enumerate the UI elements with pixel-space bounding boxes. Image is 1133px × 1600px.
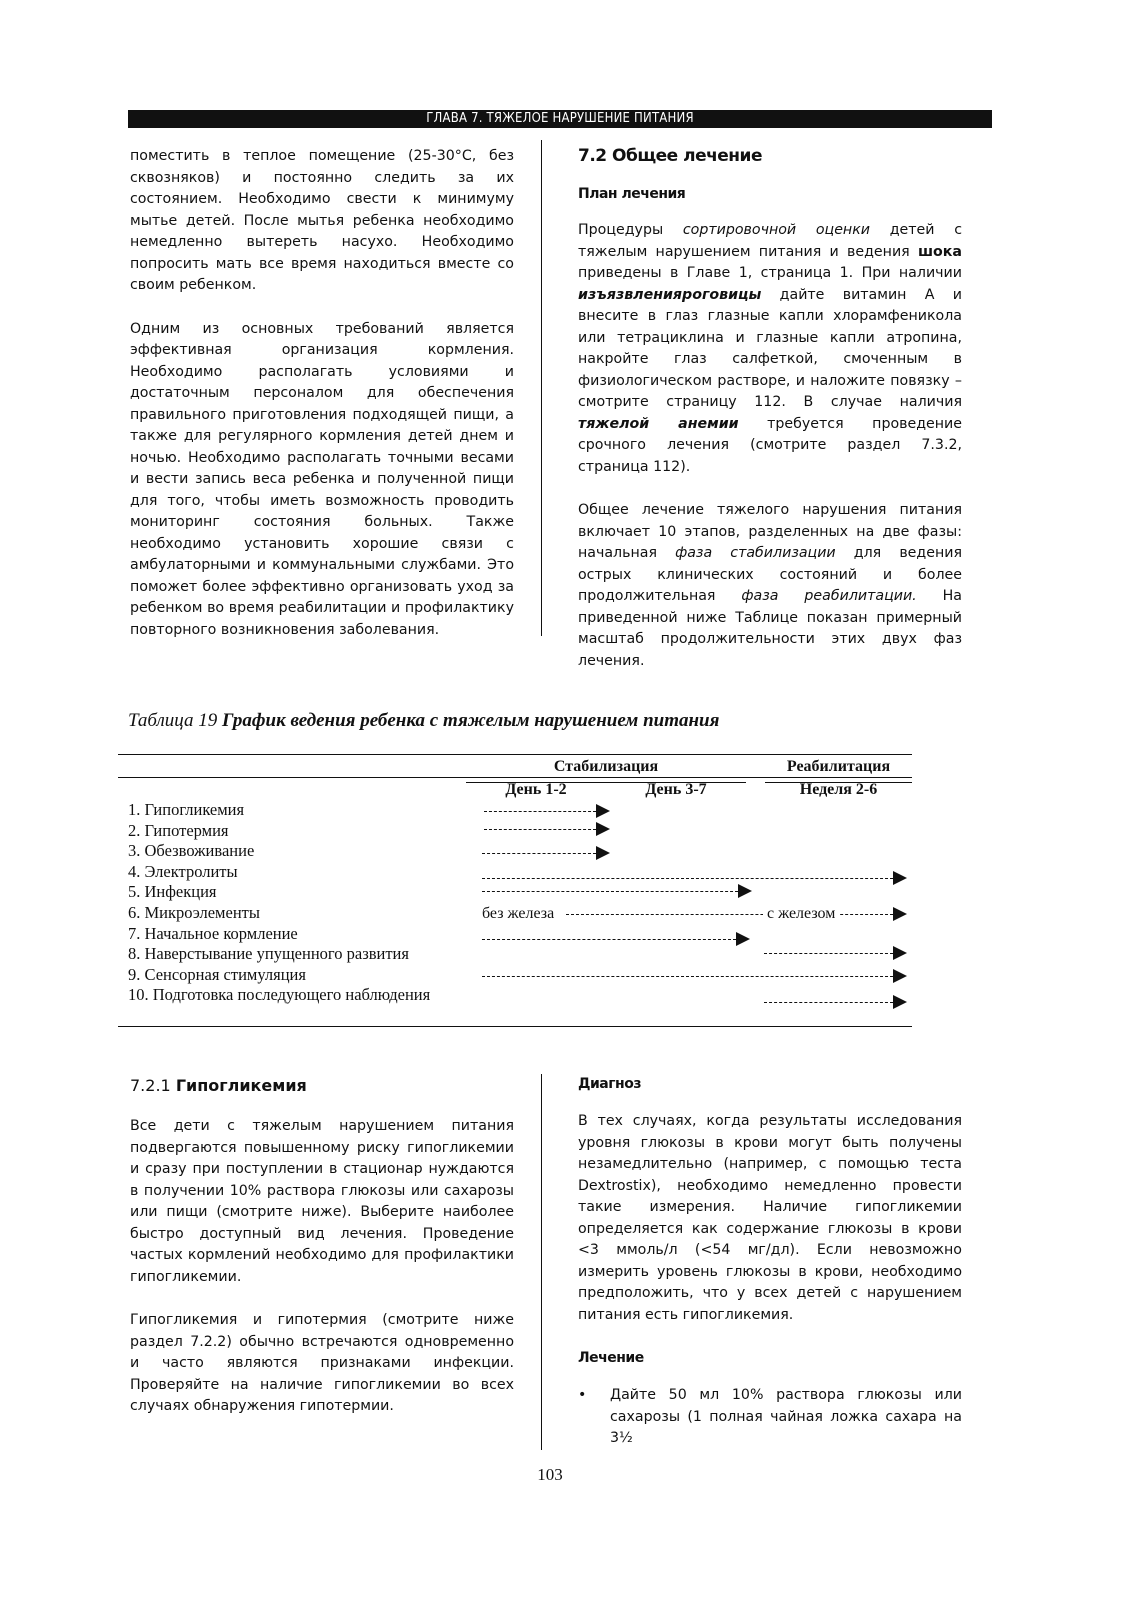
list-item-text: Дайте 50 мл 10% раствора глюкозы или сахарозы (1 полная чайная ложка сахара на 3½: [610, 1387, 962, 1446]
text-run: детей с тяжелым нарушением питания и ведения: [578, 222, 962, 260]
list-item: [578, 1385, 962, 1450]
paragraph: Гипогликемия и гипотермия (смотрите ниже раздел 7.2.2) обычно встречаются одновременно и часто являются признаками инфекции. Проверяйте на наличие гипогликемии во всех случаях обнаружения гипотермии.: [130, 1312, 514, 1414]
arrowhead-icon: [738, 884, 752, 898]
table-row-label: 1. Гипогликемия: [128, 800, 245, 819]
arrowhead-icon: [736, 932, 750, 946]
table-rule: [118, 777, 912, 778]
subheading-treatment-plan: План лечения: [578, 186, 686, 202]
text-run: для ведения острых клинических состояний и более продолжительная: [578, 545, 962, 604]
table-row-label: 7. Начальное кормление: [128, 923, 298, 943]
caption-label: Таблица 19: [128, 710, 218, 731]
table-row-label: 3. Обезвоживание: [128, 841, 255, 861]
arrowhead-icon: [893, 907, 907, 921]
phase-rehabilitation: Реабилитация: [786, 758, 891, 775]
table-bottom-rule: [118, 1026, 912, 1027]
column-week-2-6: Неделя 2-6: [799, 781, 878, 798]
phase-stabilization: Стабилизация: [553, 758, 659, 775]
section-title: 7.2 Общее лечение: [578, 146, 762, 166]
timeline-arrow-infection: [482, 881, 752, 901]
top-left-column: [130, 146, 514, 641]
paragraph-group: [130, 1116, 514, 1418]
timeline-arrow-initial-feeding: [482, 929, 750, 949]
table-row-label: 2. Гипотермия: [128, 820, 229, 840]
text-run: Общее лечение тяжелого нарушения питания включает 10 этапов, разделенных на две фазы: начальная: [578, 502, 962, 561]
text-run: Процедуры: [578, 222, 683, 238]
column-day-3-7: День 3-7: [645, 781, 707, 798]
section-title: Гипогликемия: [175, 1076, 307, 1095]
timeline-arrow-micronutrients: [482, 904, 907, 924]
section-number: 7.2.1: [130, 1076, 171, 1095]
caption-title: График ведения ребенка с тяжелым нарушением питания: [221, 710, 720, 731]
timeline-arrow-dehydration: [482, 843, 610, 863]
paragraph: В тех случаях, когда результаты исследования уровня глюкозы в крови могут быть получены незамедлительно (например, с помощью теста Dextrostix), необходимо немедленно провести такие измерения. Наличие гипогликемии определяется как содержание глюкозы в крови <3 ммоль/л (<54 мг/дл). Если невозможно измерить уровень глюкозы в крови, необходимо предположить, что у всех детей с нарушением питания есть гипогликемия.: [578, 1113, 962, 1323]
text-run: изъязвленияроговицы: [578, 286, 762, 303]
arrowhead-icon: [893, 871, 907, 885]
arrowhead-icon: [596, 804, 610, 818]
text-run: приведены в Главе 1, страница 1. При наличии: [578, 265, 962, 281]
chapter-header-bar: [128, 110, 992, 128]
text-run: фаза реабилитации.: [741, 588, 917, 604]
paragraph: [578, 220, 962, 672]
text-run: шока: [917, 243, 962, 260]
text-run: На приведенной ниже Таблице показан примерный масштаб продолжительности этих двух фаз лечения.: [578, 588, 963, 669]
bottom-left-column: [130, 1076, 514, 1418]
timeline-arrow-hypothermia: [484, 819, 610, 839]
table-row-label: 5. Инфекция: [128, 882, 217, 902]
top-right-column: [578, 146, 962, 672]
column-divider: [541, 140, 542, 636]
timeline-arrow-catch-up-growth: [764, 943, 907, 963]
arrowhead-icon: [893, 946, 907, 960]
row-labels: [128, 800, 478, 1006]
treatment-list: [578, 1385, 962, 1450]
note-without-iron: без железа: [478, 904, 558, 924]
arrowhead-icon: [893, 969, 907, 983]
arrowhead-icon: [596, 822, 610, 836]
arrowhead-icon: [596, 846, 610, 860]
timeline-arrow-hypoglycemia: [484, 801, 610, 821]
table-row-label: 8. Наверстывание упущенного развития: [128, 944, 409, 964]
section-heading-hypoglycemia: [130, 1076, 514, 1095]
column-divider: [541, 1074, 542, 1450]
paragraph: Все дети с тяжелым нарушением питания подвергаются повышенному риску гипогликемии и сразу при поступлении в стационар нуждаются в получении 10% раствора глюкозы или сахарозы или пищи (смотрите ниже). Выберите наиболее быстро доступный вид лечения. Проведение частых кормлений необходимо для профилактики гипогликемии.: [130, 1118, 514, 1285]
chapter-title: ГЛАВА 7. ТЯЖЕЛОЕ НАРУШЕНИЕ ПИТАНИЯ: [426, 111, 694, 126]
paragraph: Одним из основных требований является эффективная организация кормления. Необходимо располагать условиями и достаточным персоналом для обеспечения правильного приготовления подходящей пищи, а также для регулярного кормления детей днем и ночью. Необходимо располагать точными весами и вести запись веса ребенка и полученной пищи для того, чтобы иметь возможность проводить мониторинг состояния больных. Также необходимо установить хорошие связи с амбулаторными и коммунальными службами. Это поможет более эффективно организовать уход за ребенком во время реабилитации и профилактику повторного возникновения заболевания.: [130, 320, 514, 638]
bullet-icon: •: [578, 1387, 587, 1403]
text-run: дайте витамин А и внесите в глаз глазные капли хлорамфеникола или тетрациклина и глазные капли атропина, накройте глаз салфеткой, смоченным в физиологическом растворе, и наложите повязку – смотрите страницу 112. В случае наличия: [578, 286, 962, 410]
timeline-arrow-follow-up-preparation: [764, 992, 907, 1012]
bottom-right-column: [578, 1076, 962, 1450]
page-number: 103: [537, 1465, 563, 1484]
table-row-label: 4. Электролиты: [128, 861, 238, 881]
arrowhead-icon: [893, 995, 907, 1009]
table-caption: [128, 710, 988, 732]
text-run: фаза стабилизации: [675, 545, 836, 561]
table-row-label: 9. Сенсорная стимуляция: [128, 964, 306, 984]
timeline-arrow-sensory-stimulation: [482, 966, 907, 986]
text-run: сортировочной оценки: [682, 222, 870, 238]
text-run: требуется проведение срочного лечения (смотрите раздел 7.3.2, страница 112).: [578, 415, 962, 475]
paragraph: поместить в теплое помещение (25-30°C, без сквозняков) и постоянно следить за их состоянием. Необходимо свести к минимуму мытье детей. После мытья ребенка необходимо немедленно вытереть насухо. Необходимо попросить мать все время находиться вместе со своим ребенком.: [130, 148, 514, 293]
subheading-treatment: Лечение: [578, 1350, 644, 1366]
subheading-diagnosis: Диагноз: [578, 1076, 641, 1092]
text-run: тяжелой анемии: [578, 415, 739, 432]
column-day-1-2: День 1-2: [505, 781, 567, 798]
table-row-label: 10. Подготовка последующего наблюдения: [128, 985, 431, 1005]
note-with-iron: с железом: [763, 904, 839, 924]
table-top-rule: [118, 754, 912, 755]
table-row-label: 6. Микроэлементы: [128, 902, 260, 922]
